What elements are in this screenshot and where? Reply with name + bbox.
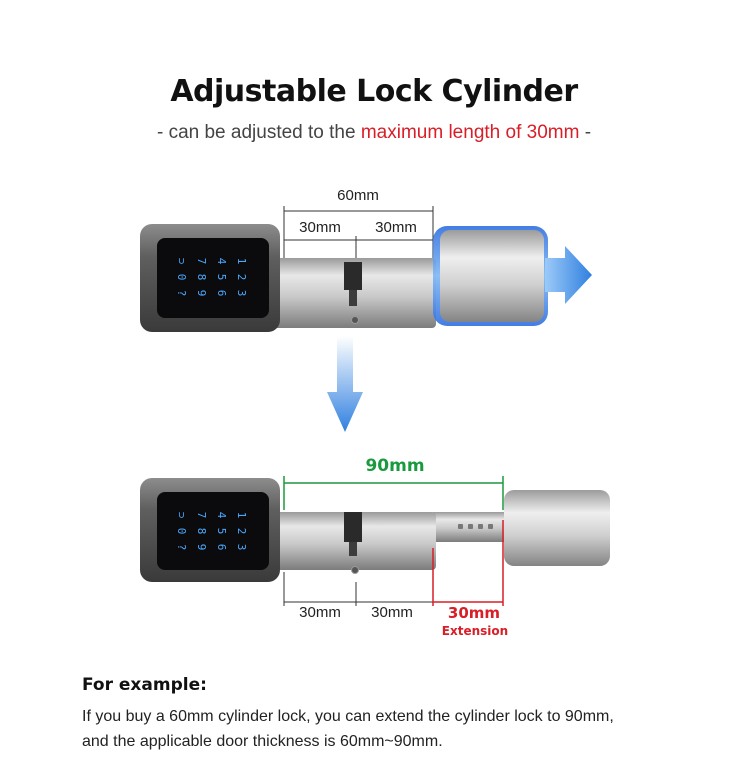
top-right-length: 30mm (375, 219, 417, 236)
subtitle-highlight: maximum length of 30mm (360, 122, 580, 143)
bottom-keypad-key[interactable]: ? (175, 543, 188, 551)
top-keypad-key[interactable]: 7 (195, 257, 208, 265)
bottom-right-length: 30mm (371, 604, 413, 621)
top-keypad-key[interactable]: 6 (215, 289, 228, 297)
top-keypad-key[interactable]: 1 (235, 257, 248, 265)
bottom-keypad-key[interactable]: 6 (215, 543, 228, 551)
top-keypad-key[interactable]: 2 (235, 273, 248, 281)
bottom-keypad-key[interactable]: 7 (195, 511, 208, 519)
extension-value: 30mm (447, 604, 501, 622)
bottom-cam-slot (344, 512, 362, 542)
top-keypad-key[interactable]: 8 (195, 273, 208, 281)
top-keypad-key[interactable]: 0 (175, 273, 188, 281)
extended-length-label: 90mm (365, 456, 425, 476)
example-line-2: and the applicable door thickness is 60mm~90mm. (82, 733, 443, 750)
bottom-keypad-screen (157, 492, 269, 570)
extension-label: Extension (441, 624, 509, 638)
top-total-length: 60mm (337, 187, 379, 204)
extend-arrow-down-icon (327, 336, 363, 432)
extend-arrow-right-icon (545, 246, 592, 304)
example-line-1: If you buy a 60mm cylinder lock, you can extend the cylinder lock to 90mm, (82, 708, 614, 725)
example-body (82, 704, 722, 754)
top-knob (440, 230, 544, 322)
top-screw-hole (352, 317, 359, 324)
bottom-screw-hole (352, 567, 359, 574)
bottom-keypad-key[interactable]: 2 (235, 527, 248, 535)
subtitle-prefix: - can be adjusted to the (156, 122, 361, 143)
bottom-knob (504, 490, 610, 566)
top-keypad-key[interactable]: 3 (235, 289, 248, 297)
top-keypad-screen (157, 238, 269, 318)
bottom-keypad-key[interactable]: 9 (195, 543, 208, 551)
bottom-dimension-lines (284, 572, 433, 606)
top-keypad-key[interactable]: ? (175, 289, 188, 297)
bottom-keypad-key[interactable]: 5 (215, 527, 228, 535)
bottom-keypad-key[interactable]: 3 (235, 543, 248, 551)
subtitle-suffix: - (579, 122, 592, 143)
top-cam-slot (344, 262, 362, 290)
page-title: Adjustable Lock Cylinder (170, 74, 578, 109)
bottom-left-length: 30mm (299, 604, 341, 621)
top-keypad-key[interactable]: 9 (195, 289, 208, 297)
top-left-length: 30mm (299, 219, 341, 236)
bottom-keypad-key[interactable]: 8 (195, 527, 208, 535)
bottom-keypad-key[interactable]: 0 (175, 527, 188, 535)
bottom-keypad-key[interactable]: 4 (215, 511, 228, 519)
bottom-keypad-key[interactable]: ⊃ (175, 511, 188, 519)
bottom-keypad-key[interactable]: 1 (235, 511, 248, 519)
green-dimension-line (284, 476, 503, 510)
top-keypad-key[interactable]: 4 (215, 257, 228, 265)
top-keypad-key[interactable]: 5 (215, 273, 228, 281)
example-heading: For example: (82, 675, 207, 695)
bottom-lock (140, 476, 610, 606)
top-keypad-key[interactable]: ⊃ (175, 257, 188, 265)
